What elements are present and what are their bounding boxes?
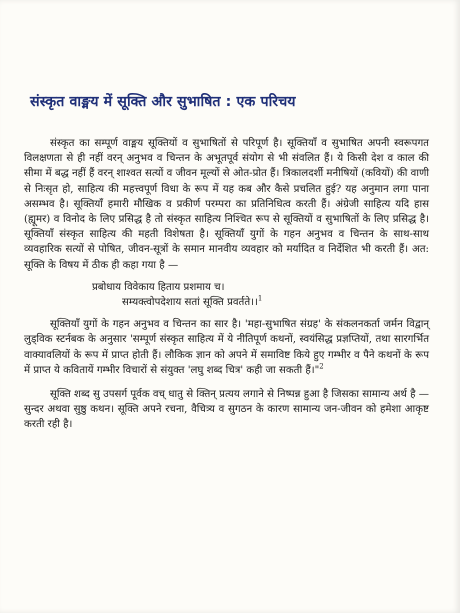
- footnote-marker-2: 2: [319, 362, 324, 371]
- verse-line-1: प्रबोधाय विवेकाय हिताय प्रशमाय च।: [92, 281, 225, 293]
- footnote-marker-1: 1: [257, 294, 263, 303]
- paragraph-1: संस्कृत का सम्पूर्ण वाङ्मय सूक्तियों व सुभाषितों से परिपूर्ण है। सूक्तियाँ व सुभाषित अपनी स्वरूपगत विलक्षणता से ही नहीं वरन् अनुभव व चिन्तन के अभूतपूर्व संयोग से भी संवलित हैं। ये किसी देश व काल की सीमा में बद्ध नहीं हैं वरन् शाश्वत सत्यों व जीवन मूल्यों से ओत-प्रोत हैं। त्रिकालदर्शी मनीषियों (कवियों) की वाणी से निःसृत हो, साहित्य की महत्त्वपूर्ण विधा के रूप में यह कब और कैसे प्रचलित हुई? यह अनुमान लगा पाना असम्भव है। सूक्तियाँ हमारी मौखिक व प्रकीर्ण परम्परा का प्रतिनिधित्व करती हैं। अंग्रेजी साहित्य यदि हास (ह्यूमर) व विनोद के लिए प्रसिद्ध है तो संस्कृत साहित्य निश्चित रूप से सूक्तियों व सुभाषितों के लिए प्रसिद्ध है। सूक्तियाँ संस्कृत साहित्य की महती विशेषता है। सूक्तियाँ युगों के गहन अनुभव व चिन्तन के साथ-साथ व्यवहारिक सत्यों से पोषित, जीवन-सूत्रों के समान मानवीय व्यवहार को मर्यादित व निर्देशित भी करती हैं। अत: सूक्ति के विषय में ठीक ही कहा गया है —: [24, 138, 429, 271]
- paragraph-3: सूक्ति शब्द सु उपसर्ग पूर्वक वच् धातु से क्तिन् प्रत्यय लगाने से निष्पन्न हुआ है जिसका सामान्य अर्थ है — सुन्दर अथवा सुष्ठु कथन। सूक्ति अपने रचना, वैचित्र्य व सुगठन के कारण सामान्य जन-जीवन को हमेशा आकृष्ट करती रही है।: [24, 389, 429, 431]
- verse-line-2: [24, 295, 429, 310]
- chapter-heading: संस्कृत वाङ्मय में सूक्ति और सुभाषित : एक परिचय: [30, 94, 296, 110]
- paragraph-2-text: सूक्तियाँ युगों के गहन अनुभव व चिन्तन का सार है। 'महा-सुभाषित संग्रह' के संकलनकर्ता जर्मन विद्वान् लुड्विक स्टर्नबक के अनुसार 'सम्पूर्ण संस्कृत साहित्य में ये नीतिपूर्ण कथनों, स्वयंसिद्ध प्रज्ञप्तियों, तथा सारगर्भित वाक्यावलियों के रूप में प्राप्त होती हैं। लौकिक ज्ञान को अपने में समाविष्ट किये हुए गम्भीर व पैने कथनों के रूप में प्राप्त ये कवितायें गम्भीर विचारों से संयुक्त 'लघु शब्द चित्र' कही जा सकती हैं।": [24, 319, 429, 376]
- body-text: [24, 136, 429, 433]
- verse-line-2-text: सम्यक्त्वोपदेशाय सतां सूक्ति प्रवर्तते।।: [122, 297, 258, 309]
- paragraph-2: [24, 317, 429, 378]
